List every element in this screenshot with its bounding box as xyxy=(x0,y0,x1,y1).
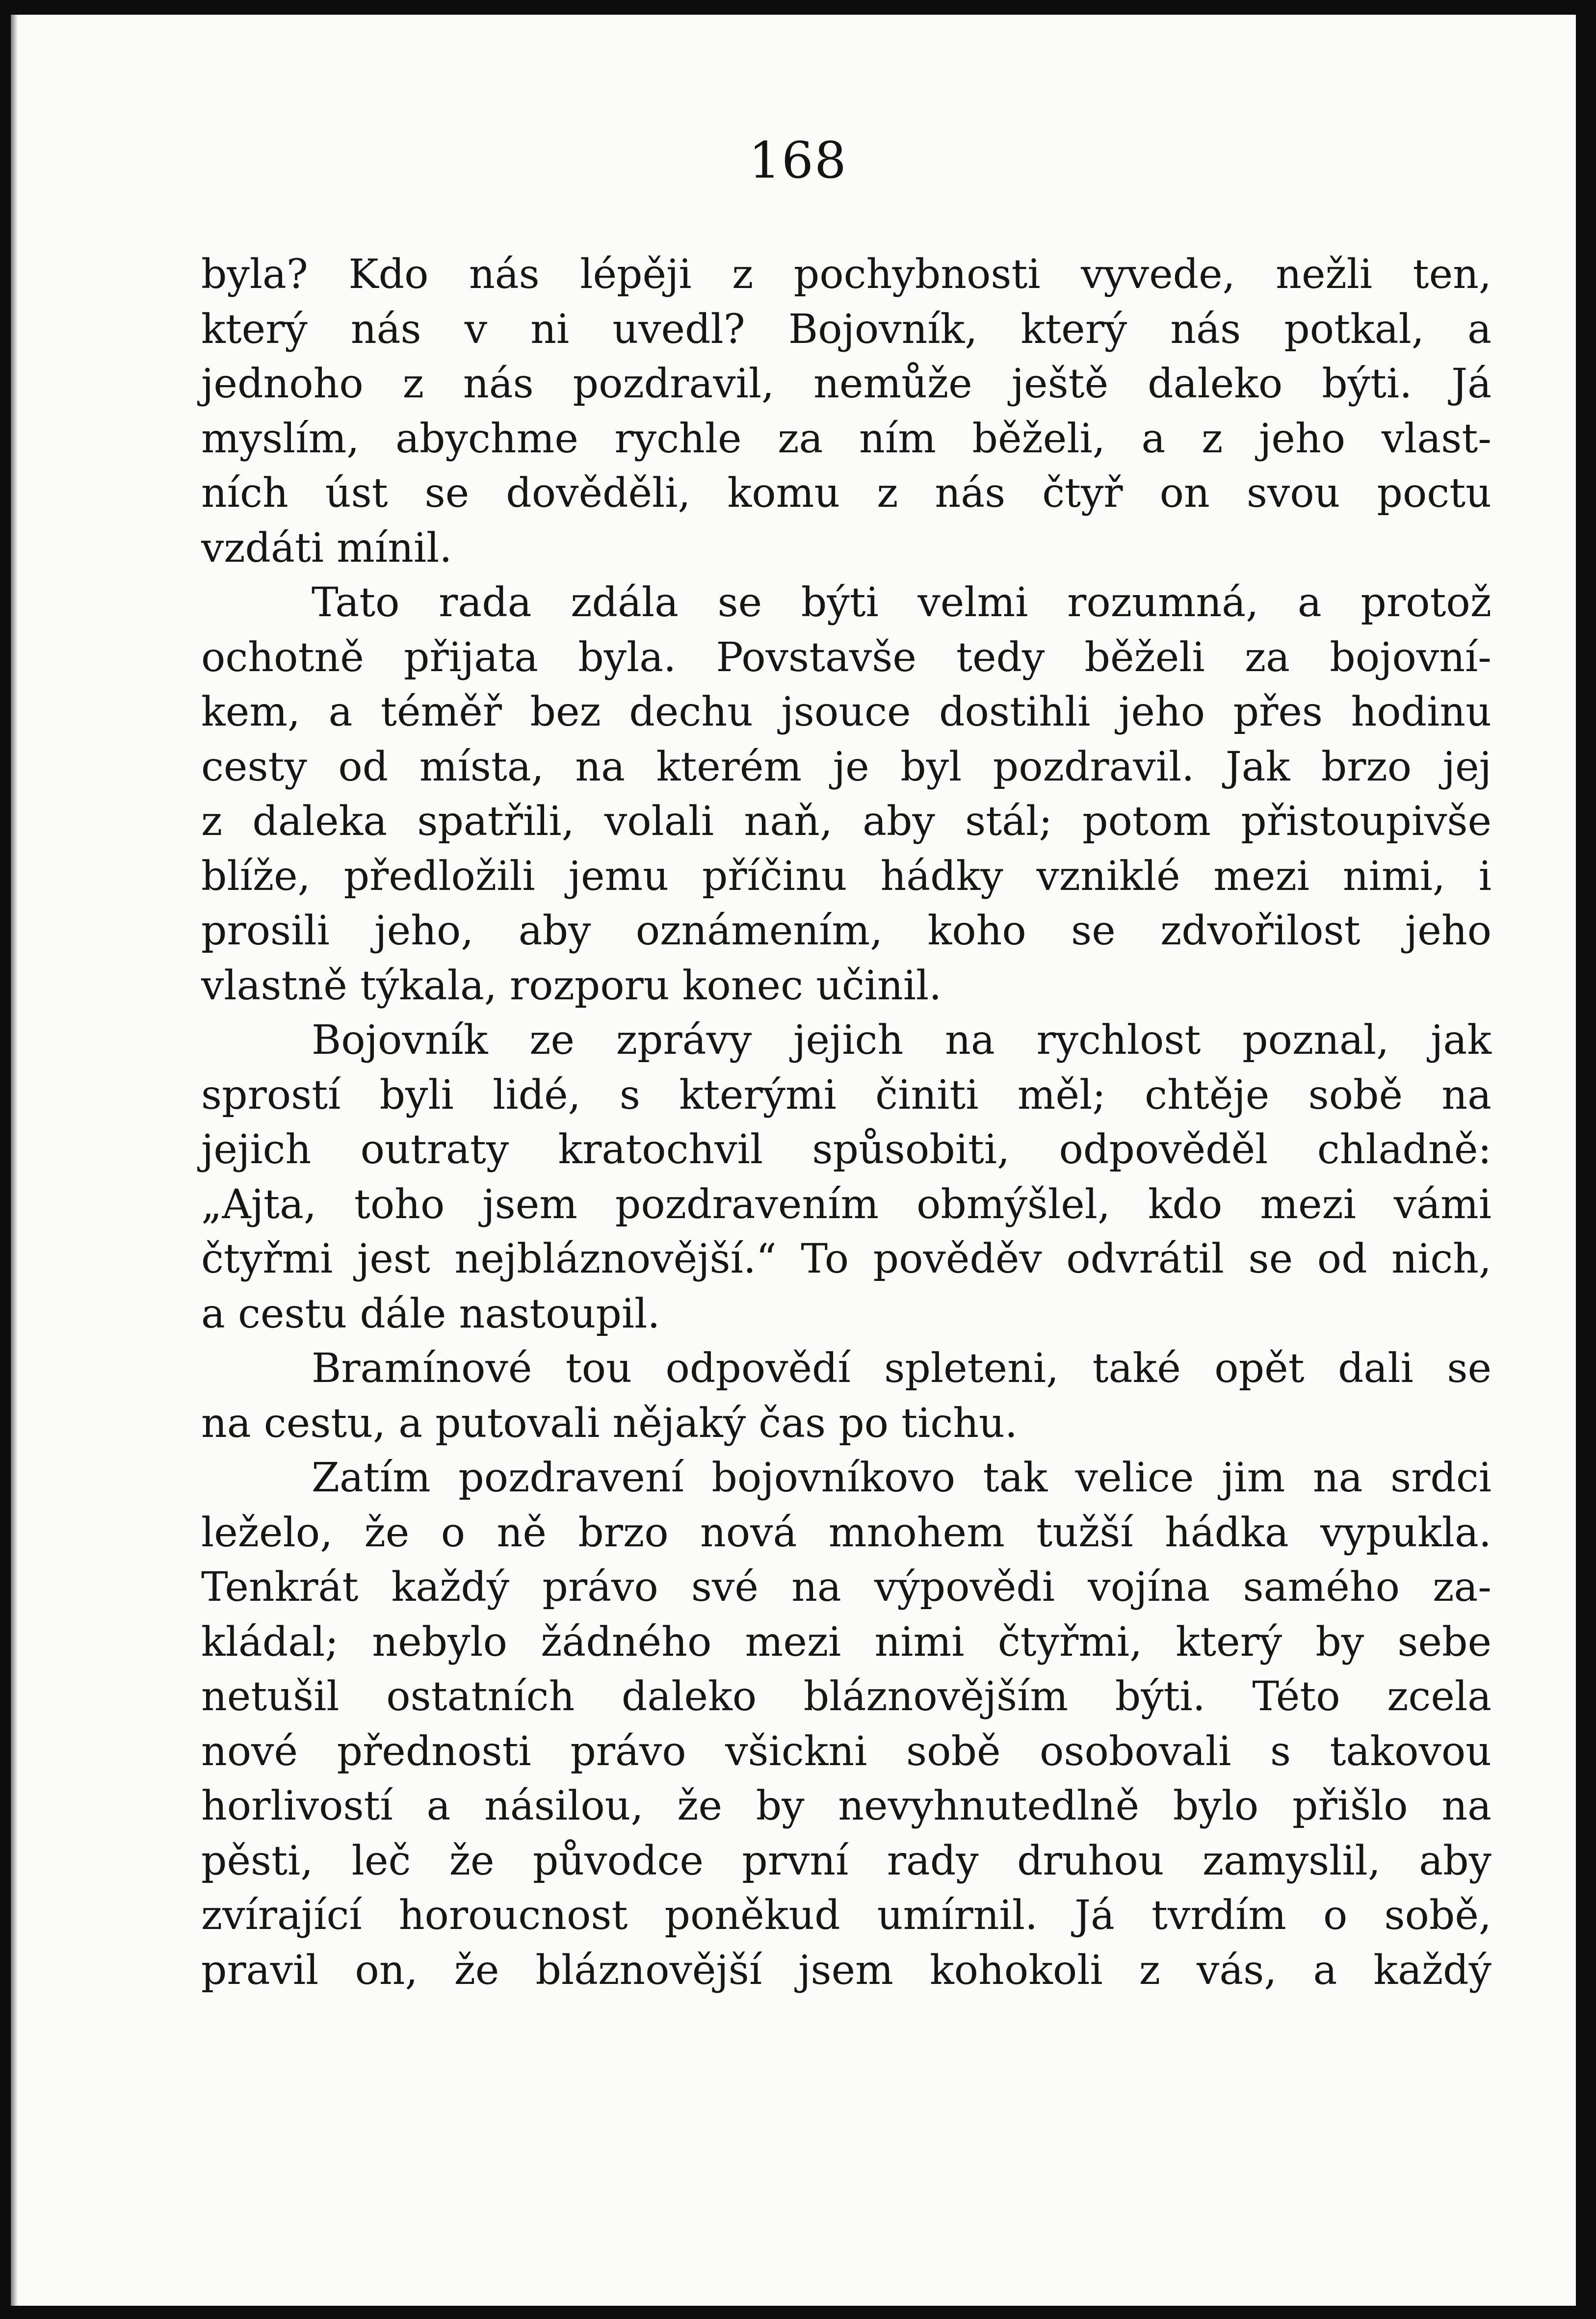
text-line: Zatím pozdravení bojovníkovo tak velice jim na srdci xyxy=(312,1455,1491,1501)
text-line: z daleka spatřili, volali naň, aby stál; potom přistoupivše xyxy=(201,798,1491,845)
text-line: blíže, předložili jemu příčinu hádky vzniklé mezi nimi, i xyxy=(201,853,1491,900)
text-line: který nás v ni uvedl? Bojovník, který nás potkal, a xyxy=(201,306,1491,353)
text-line: cesty od místa, na kterém je byl pozdravil. Jak brzo jej xyxy=(201,743,1491,790)
text-line: kládal; nebylo žádného mezi nimi čtyřmi, který by sebe xyxy=(201,1618,1491,1666)
text-line: Bramínové tou odpovědí spleteni, také opět dali se xyxy=(312,1345,1491,1392)
text-line: vlastně týkala, rozporu konec učinil. xyxy=(201,962,942,1009)
text-line: pravil on, že bláznovější jsem kohokoli z vás, a každý xyxy=(201,1947,1491,1994)
text-line: „Ajta, toho jsem pozdravením obmýšlel, kdo mezi vámi xyxy=(201,1181,1491,1228)
page-edge-shadow xyxy=(11,15,18,2306)
text-line: Bojovník ze zprávy jejich na rychlost poznal, jak xyxy=(312,1017,1491,1064)
body-text xyxy=(201,247,1491,1998)
text-line: čtyřmi jest nejbláznovější.“ To pověděv odvrátil se od nich, xyxy=(201,1236,1491,1282)
text-line: nové přednosti právo všickni sobě osobovali s takovou xyxy=(201,1728,1491,1775)
text-line: kem, a téměř bez dechu jsouce dostihli jeho přes hodinu xyxy=(201,689,1491,735)
text-line: byla? Kdo nás lépěji z pochybnosti vyvede, nežli ten, xyxy=(201,251,1491,298)
text-line: myslím, abychme rychle za ním běželi, a z jeho vlast- xyxy=(201,415,1491,462)
text-line: netušil ostatních daleko bláznovějším býti. Této zcela xyxy=(201,1673,1491,1720)
page-number: 168 xyxy=(749,131,847,190)
text-line: ních úst se dověděli, komu z nás čtyř on svou poctu xyxy=(201,470,1491,517)
text-line: Tenkrát každý právo své na výpovědi vojína samého za- xyxy=(201,1564,1491,1611)
text-line: horlivostí a násilou, že by nevyhnutedlně bylo přišlo na xyxy=(201,1783,1491,1829)
text-line: ochotně přijata byla. Povstavše tedy běželi za bojovní- xyxy=(201,634,1491,681)
text-line: leželo, že o ně brzo nová mnohem tužší hádka vypukla. xyxy=(201,1509,1491,1556)
text-line: vzdáti mínil. xyxy=(201,524,452,572)
text-line: pěsti, leč že původce první rady druhou zamyslil, aby xyxy=(201,1837,1491,1884)
text-line: sprostí byli lidé, s kterými činiti měl; chtěje sobě na xyxy=(201,1071,1491,1119)
text-line: zvírající horoucnost poněkud umírnil. Já tvrdím o sobě, xyxy=(201,1892,1491,1939)
text-line: Tato rada zdála se býti velmi rozumná, a protož xyxy=(312,579,1491,626)
text-line: na cestu, a putovali nějaký čas po tichu. xyxy=(201,1400,1018,1447)
text-line: jednoho z nás pozdravil, nemůže ještě daleko býti. Já xyxy=(201,361,1491,407)
text-line: jejich outraty kratochvil spůsobiti, odpověděl chladně: xyxy=(201,1126,1491,1173)
text-line: prosili jeho, aby oznámením, koho se zdvořilost jeho xyxy=(201,908,1491,954)
text-line: a cestu dále nastoupil. xyxy=(201,1290,660,1337)
